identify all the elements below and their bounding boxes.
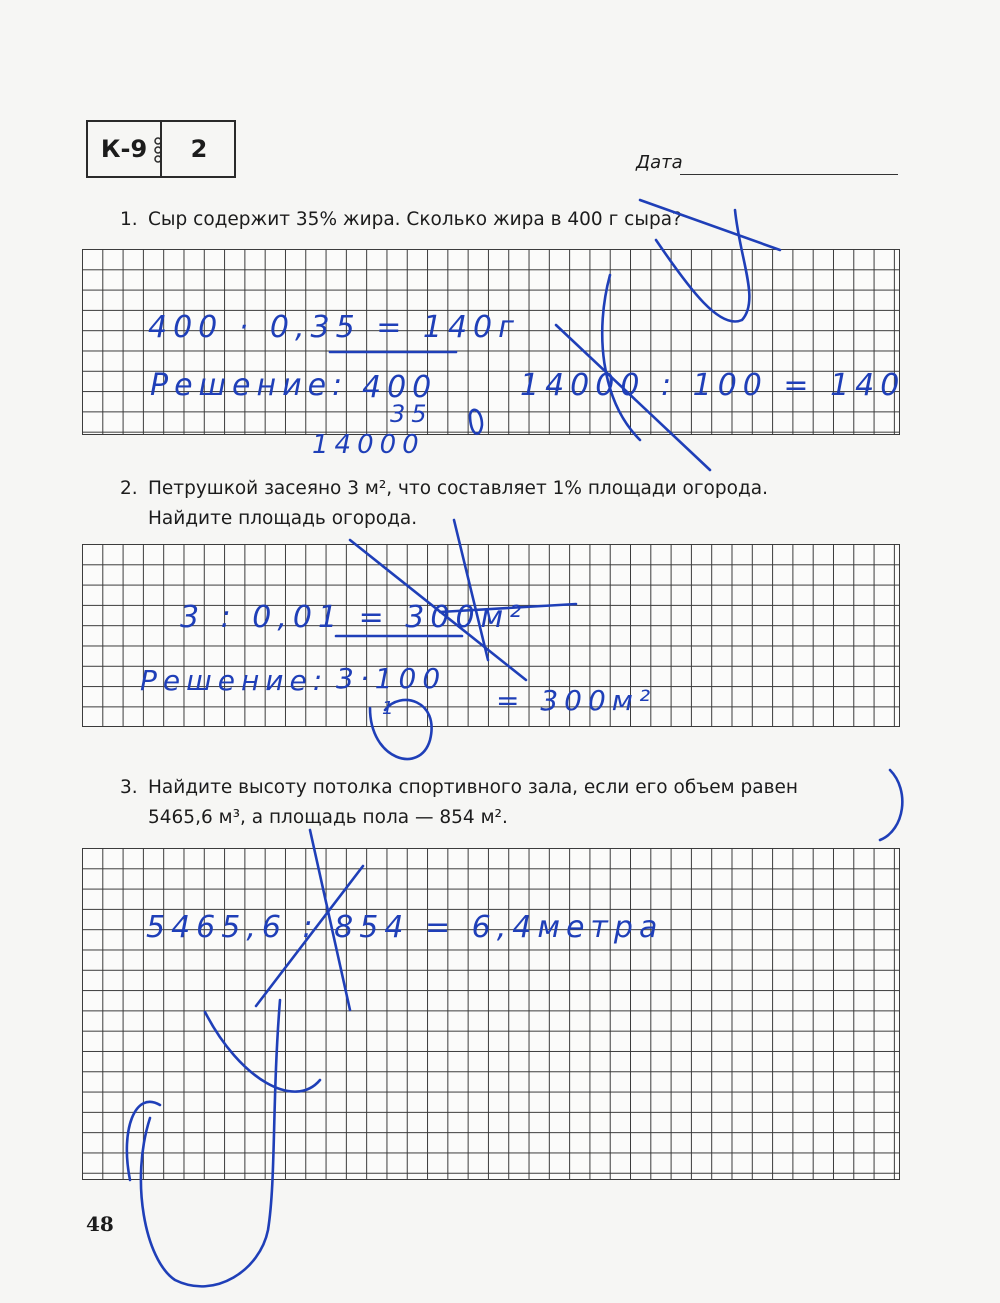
page-number: 48 <box>86 1212 114 1236</box>
handwritten-task3-equation: 5465,6 : 854 = 6,4метра <box>146 910 664 945</box>
handwritten-task2-result: = 300м² <box>496 684 657 717</box>
task-number: 2. <box>120 478 138 499</box>
handwritten-task1-division: 14000 : 100 = 140 <box>520 368 906 403</box>
date-label: Дата <box>636 152 683 173</box>
handwritten-task1-solution-label: Решение: <box>150 368 349 403</box>
task-number: 3. <box>120 777 138 798</box>
handwritten-task1-factor-2: 35 <box>390 400 433 428</box>
handwritten-task2-fraction-top: 3·100 <box>336 662 447 695</box>
handwritten-task2-fraction-bottom: 1 <box>382 698 400 719</box>
handwritten-task2-equation: 3 : 0,01 = 300м² <box>180 600 528 635</box>
task-number: 1. <box>120 209 138 230</box>
badge-work-code: К-9 <box>88 122 162 176</box>
handwritten-task2-solution-label: Решение: <box>140 664 329 697</box>
handwritten-task1-product: 14000 <box>312 430 425 460</box>
handwritten-task1-factor-1: 400 <box>362 370 438 405</box>
task-text: Сыр содержит 35% жира. Сколько жира в 400 г сыра? <box>148 209 682 230</box>
task-text-line-2: Найдите площадь огорода. <box>148 508 418 529</box>
task-text-line-1: Найдите высоту потолка спортивного зала, если его объем равен <box>148 777 798 798</box>
handwritten-task1-equation: 400 · 0,35 = 140г <box>148 310 520 345</box>
badge-variant: 2 <box>190 135 208 163</box>
task-text-line-2: 5465,6 м³, а площадь пола — 854 м². <box>148 807 508 828</box>
task-text-line-1: Петрушкой засеяно 3 м², что составляет 1% площади огорода. <box>148 478 768 499</box>
